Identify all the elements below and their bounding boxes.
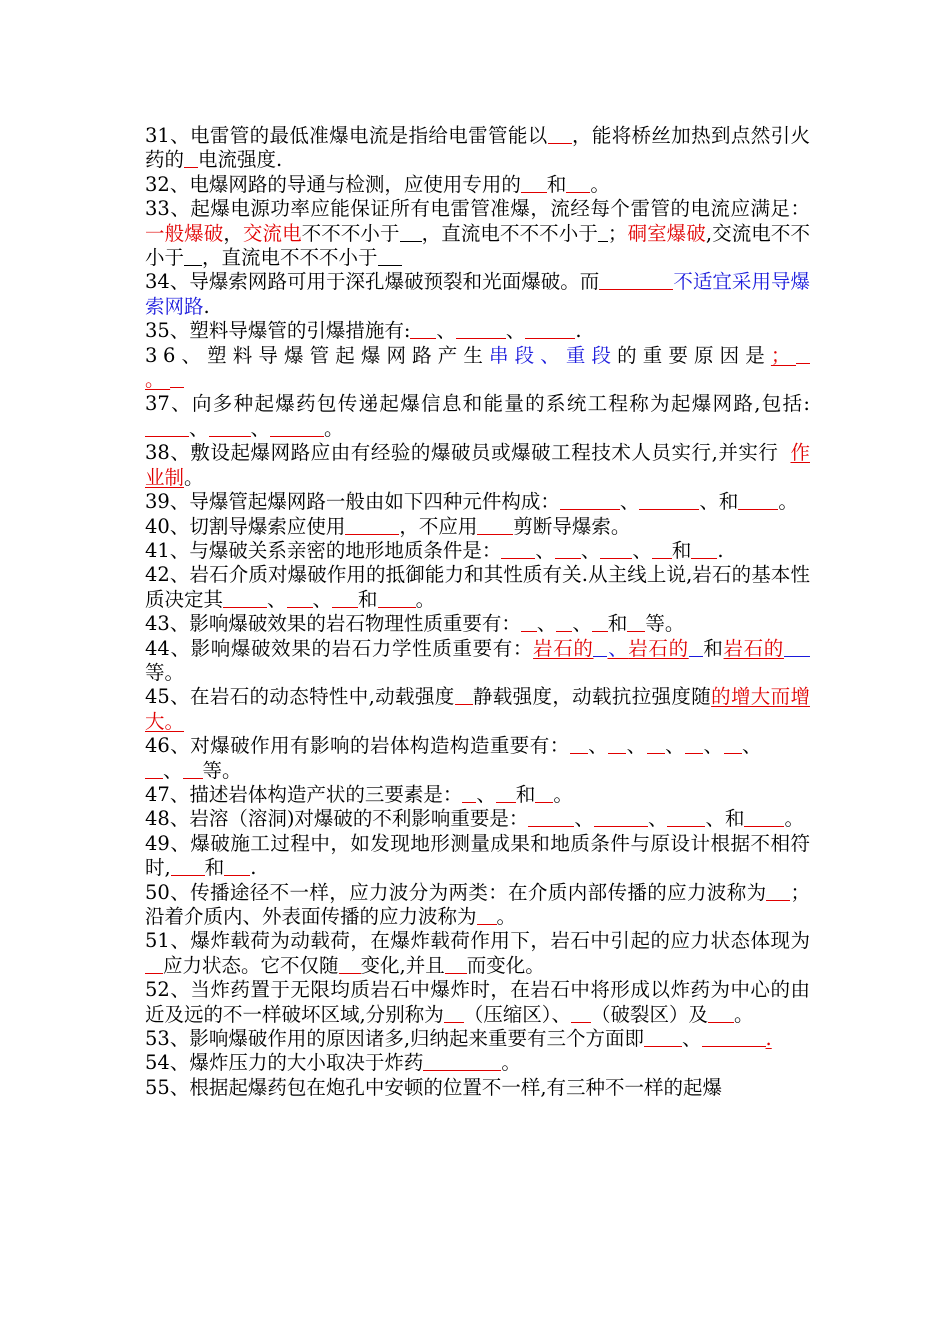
q46-blank-5 (724, 735, 742, 754)
q41-text-2: 和 (671, 538, 692, 562)
q40-text-3: 剪断导爆索。 (513, 514, 631, 538)
q40-text-2: ，不应用 (399, 514, 478, 538)
q43-text-3: 等。 (645, 612, 685, 636)
q43-text-2: 和 (607, 612, 628, 636)
question-39 (145, 490, 810, 514)
q36-blank-1 (796, 345, 810, 364)
q31-blank-1 (548, 125, 572, 144)
q35-period: . (575, 319, 582, 343)
q33-text-3: ，直流电不不不小于 (421, 221, 598, 245)
q46-sep-2: 、 (626, 734, 647, 758)
q34-text: 34、导爆索网路可用于深孔爆破预裂和光面爆破。而 (145, 270, 600, 294)
q43-sep-1: 、 (536, 612, 557, 636)
q53-blank-1 (644, 1028, 682, 1047)
q34-blue-answer: 不适宜采用导爆索网路 (145, 270, 810, 318)
question-37 (145, 392, 810, 441)
q49-blank-1 (171, 857, 205, 876)
q35-blank-1 (410, 320, 436, 339)
q31-text: 31、电雷管的最低准爆电流是指给电雷管能以 (145, 124, 548, 147)
q52-text-2: （压缩区）、 (463, 1002, 571, 1026)
q33-red-general-blasting: 一般爆破 (145, 221, 224, 245)
q51-blank-2 (339, 955, 361, 974)
q47-text-2: 和 (515, 782, 536, 806)
q41-text: 41、与爆破关系亲密的地形地质条件是： (145, 538, 502, 562)
q53-period: . (765, 1027, 772, 1051)
q46-blank-6 (145, 760, 163, 779)
q39-blank-1 (560, 491, 620, 510)
question-list (145, 124, 810, 1100)
q36-red-semicolon: ； (770, 343, 796, 367)
q48-text-2: 、和 (705, 807, 745, 831)
q41-blank-5 (691, 540, 717, 559)
q41-blank-2 (555, 540, 581, 559)
q33-blank-4 (378, 247, 402, 266)
q36-text-2: 的重要原因是 (617, 343, 771, 367)
q44-red-answer-1: 岩石的 (533, 636, 594, 660)
question-41 (145, 539, 810, 563)
q45-blank (455, 686, 473, 705)
q41-blank-1 (501, 540, 535, 559)
q35-sep-1: 、 (436, 319, 456, 343)
q43-blank-4 (627, 613, 645, 632)
q51-text: 51、爆炸载荷为动载荷，在爆炸载荷作用下，岩石中引起的应力状态体现为 (145, 929, 810, 953)
q45-text-2: 静载强度，动载抗拉强度随 (472, 685, 712, 709)
question-32 (145, 173, 810, 197)
question-51 (145, 929, 810, 978)
q54-period: 。 (501, 1051, 521, 1075)
q54-blank (423, 1052, 501, 1071)
question-35 (145, 319, 810, 343)
q51-text-3: 变化,并且 (360, 953, 445, 977)
q42-text-2: 和 (358, 587, 378, 611)
q50-text: 50、传播途径不一样，应力波分为两类：在介质内部传播的应力波称为 (145, 880, 767, 904)
question-34 (145, 270, 810, 319)
q37-blank-3 (270, 418, 324, 437)
q31-text-3: 电流强度. (198, 148, 283, 172)
q42-blank-2 (287, 589, 313, 608)
q33-red-ac: 交流电 (242, 221, 302, 245)
question-47 (145, 783, 810, 807)
q42-period: 。 (415, 587, 436, 611)
question-54 (145, 1051, 810, 1075)
q43-sep-2: 、 (572, 612, 592, 636)
q49-period: . (250, 856, 257, 880)
question-46 (145, 734, 810, 783)
question-43 (145, 612, 810, 636)
q31-blank-2 (184, 149, 198, 168)
q41-sep-2: 、 (580, 538, 601, 562)
q50-period: 。 (496, 905, 517, 928)
question-42 (145, 563, 810, 612)
q48-blank-2 (594, 808, 648, 827)
question-55 (145, 1076, 810, 1100)
question-45 (145, 685, 810, 734)
q42-text: 42、岩石介质对爆破作用的抵御能力和其性质有关.从主线上说,岩石的基本性质决定其 (145, 563, 810, 611)
q44-text-3: 等。 (145, 660, 185, 684)
q48-blank-3 (667, 808, 705, 827)
q35-sep-2: 、 (505, 319, 526, 343)
q33-blank-3 (184, 247, 202, 266)
q35-blank-3 (525, 320, 575, 339)
q39-text-2: 、和 (699, 490, 739, 514)
q50-blank-1 (766, 882, 790, 901)
q41-blank-4 (652, 540, 672, 559)
q43-blank-1 (521, 613, 537, 632)
q42-sep-1: 、 (267, 587, 287, 611)
q46-sep-5: 、 (741, 734, 762, 758)
q47-text: 47、描述岩体构造产状的三要素是： (145, 782, 463, 806)
q39-period: 。 (778, 490, 798, 514)
q52-blank-1 (444, 1004, 464, 1023)
q32-text: 32、电爆网路的导通与检测，应使用专用的 (145, 172, 521, 196)
q43-blank-2 (556, 613, 572, 632)
q47-blank-2 (496, 784, 516, 803)
q40-text: 40、切割导爆索应使用 (145, 514, 346, 538)
question-52 (145, 978, 810, 1027)
q37-text: 37、向多种起爆药包传递起爆信息和能量的系统工程称为起爆网路,包括: (145, 392, 810, 416)
q33-text-5: ，直流电不不不小于 (202, 246, 378, 270)
q40-blank-2 (477, 516, 513, 535)
q51-text-2: 应力状态。它不仅随 (163, 953, 339, 977)
q46-blank-1 (570, 735, 588, 754)
q39-blank-2 (639, 491, 699, 510)
q53-blank-2 (702, 1028, 736, 1047)
question-36 (145, 344, 810, 393)
q44-blank-3 (784, 638, 810, 657)
q46-sep-4: 、 (703, 734, 724, 758)
q48-period: 。 (784, 807, 804, 831)
q33-text-4: ,交流电不不小于 (145, 221, 810, 270)
q35-text: 35、塑料导爆管的引爆措施有: (145, 319, 411, 343)
q48-blank-1 (528, 808, 574, 827)
q55-text: 55、根据起爆药包在炮孔中安顿的位置不一样,有三种不一样的起爆 (145, 1075, 723, 1099)
q37-sep-1: 、 (189, 416, 209, 440)
q31-text-2: ，能将桥丝加热到点然引火药的 (145, 124, 810, 172)
q41-period: . (717, 538, 724, 562)
q41-sep-3: 、 (632, 538, 652, 562)
q34-period: . (203, 294, 210, 318)
q51-blank-3 (445, 955, 467, 974)
q42-blank-3 (332, 589, 358, 608)
q46-sep-1: 、 (587, 734, 609, 758)
question-38 (145, 441, 810, 490)
q36-blue-answer: 串段、重段 (489, 343, 618, 367)
q44-text: 44、影响爆破效果的岩石力学性质重要有： (145, 636, 534, 660)
q35-blank-2 (456, 320, 506, 339)
q42-blank-4 (378, 589, 416, 608)
q46-blank-2 (608, 735, 626, 754)
q52-blank-3 (708, 1004, 734, 1023)
q44-blue-sep: 、 (607, 636, 629, 660)
q47-period: 。 (553, 782, 573, 806)
q48-sep-1: 、 (574, 807, 594, 831)
q44-red-answer-2: 岩石的 (628, 636, 689, 660)
q53-sep-1: 、 (682, 1027, 702, 1051)
q44-text-2: 和 (702, 636, 724, 660)
q49-text-2: 和 (204, 856, 225, 880)
q43-text: 43、影响爆破效果的岩石物理性质重要有： (145, 612, 521, 636)
q46-sep-3: 、 (664, 734, 686, 758)
q42-sep-2: 、 (312, 587, 333, 611)
q32-blank-1 (521, 174, 547, 193)
question-40 (145, 515, 810, 539)
q34-blank (599, 271, 673, 290)
q48-sep-2: 、 (647, 807, 668, 831)
q46-blank-7 (183, 760, 203, 779)
q37-sep-2: 、 (250, 416, 271, 440)
question-50 (145, 881, 810, 930)
q39-blank-3 (738, 491, 778, 510)
q46-text-end: 等。 (202, 758, 242, 782)
q32-text-2: 和 (546, 172, 567, 196)
q47-blank-1 (462, 784, 476, 803)
q33-semicolon: ； (607, 221, 628, 245)
q53-blank-3 (736, 1028, 766, 1047)
q52-text-3: （破裂区）及 (590, 1002, 708, 1026)
q36-blank-2 (170, 369, 184, 388)
q41-blank-3 (600, 540, 632, 559)
q33-blank-1 (400, 223, 422, 242)
q38-period: 。 (184, 465, 204, 489)
q45-red-answer: 的增大而增大。 (145, 685, 810, 733)
question-53 (145, 1027, 810, 1051)
q46-text: 46、对爆破作用有影响的岩体构造构造重要有： (145, 734, 570, 758)
question-31 (145, 124, 810, 173)
q46-blank-3 (647, 735, 665, 754)
q41-sep-1: 、 (535, 538, 555, 562)
q53-text: 53、影响爆破作用的原因诸多,归纳起来重要有三个方面即 (145, 1027, 645, 1051)
q44-blank-2 (689, 638, 703, 657)
q46-blank-4 (685, 735, 703, 754)
q37-blank-1 (145, 418, 189, 437)
q36-text: 36、塑料导爆管起爆网路产生 (145, 343, 490, 367)
q38-red-answer: 作业制 (145, 441, 810, 489)
q50-text-2: ；沿着介质内、外表面传播的应力波称为 (145, 880, 810, 928)
q51-text-4: 而变化。 (466, 953, 545, 977)
q42-blank-1 (223, 589, 267, 608)
q47-blank-3 (535, 784, 553, 803)
q37-period: 。 (324, 416, 344, 440)
q39-sep-1: 、 (619, 490, 640, 514)
q37-blank-2 (209, 418, 251, 437)
q33-comma: ， (223, 221, 243, 245)
question-48 (145, 807, 810, 831)
q51-blank-1 (145, 955, 163, 974)
q33-red-chamber-blasting: 硐室爆破 (627, 221, 706, 245)
q32-blank-2 (566, 174, 590, 193)
q48-text: 48、岩溶（溶洞)对爆破的不利影响重要是： (145, 807, 529, 831)
q33-blank-2 (598, 223, 608, 242)
q46-sep-6: 、 (163, 758, 183, 782)
q33-text-2: 不不不小于 (301, 221, 400, 245)
q40-blank-1 (345, 516, 399, 535)
q39-text: 39、导爆管起爆网路一般由如下四种元件构成： (145, 490, 560, 514)
q45-text: 45、在岩石的动态特性中,动载强度 (145, 685, 455, 709)
q52-text: 52、当炸药置于无限均质岩石中爆炸时，在岩石中将形成以炸药为中心的由近及远的不一样破坏区域,分别称为 (145, 978, 810, 1026)
q52-period: 。 (733, 1002, 754, 1026)
q50-blank-2 (477, 906, 497, 925)
q44-red-answer-3: 岩石的 (723, 636, 784, 660)
q47-sep-1: 、 (476, 782, 496, 806)
q32-text-3: 。 (590, 172, 610, 196)
q43-blank-3 (592, 613, 608, 632)
question-49 (145, 832, 810, 881)
q44-blank-1 (593, 638, 607, 657)
q52-blank-2 (571, 1004, 591, 1023)
question-44 (145, 637, 810, 686)
q54-text: 54、爆炸压力的大小取决于炸药 (145, 1051, 424, 1075)
q33-text: 33、起爆电源功率应能保证所有电雷管准爆，流经每个雷管的电流应满足： (145, 197, 810, 221)
q49-blank-2 (224, 857, 250, 876)
q38-text: 38、敷设起爆网路应由有经验的爆破员或爆破工程技术人员实行,并实行 (145, 441, 779, 465)
question-33 (145, 197, 810, 270)
q49-text: 49、爆破施工过程中，如发现地形测量成果和地质条件与原设计根据不相符时, (145, 831, 810, 880)
q36-red-period: 。 (145, 368, 171, 392)
q48-blank-4 (744, 808, 784, 827)
